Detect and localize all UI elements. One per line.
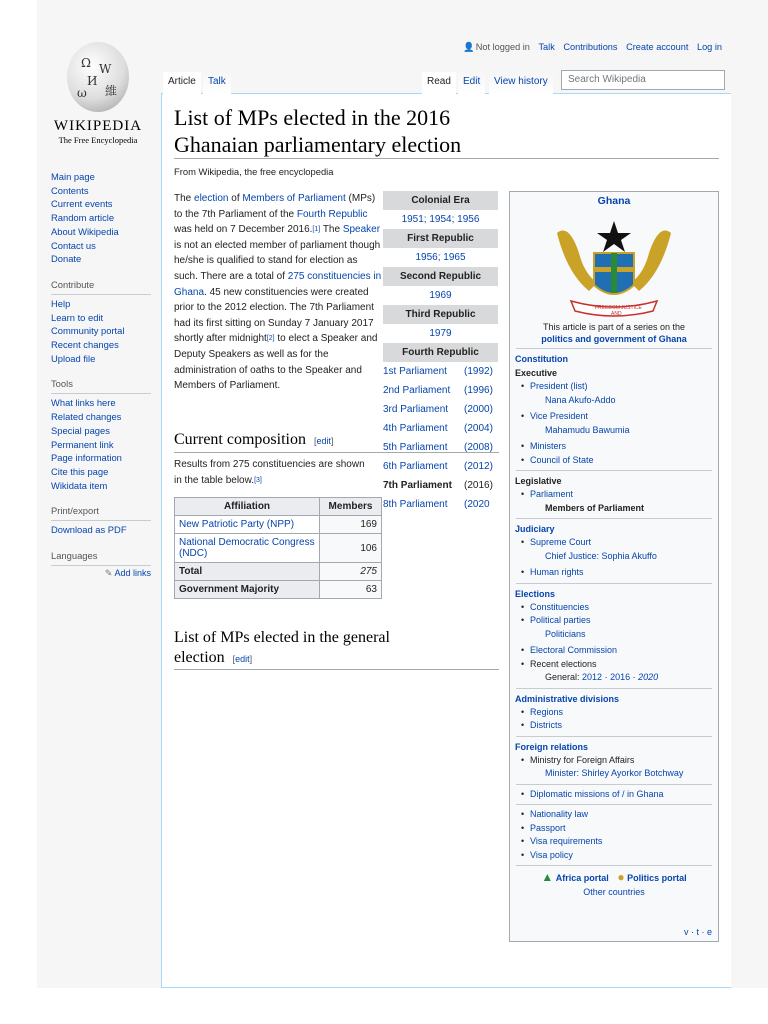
parliament-name: 8th Parliament: [383, 499, 448, 510]
parliament-year: (2016): [464, 480, 493, 491]
vp-name-link[interactable]: Mahamudu Bawumia: [545, 424, 630, 435]
parliament-row[interactable]: [383, 362, 498, 381]
parliament-year: (2012): [464, 461, 493, 472]
ref-2[interactable]: [2]: [266, 335, 275, 343]
npp-link[interactable]: New Patriotic Party (NPP): [175, 516, 320, 534]
visa-requirements-link[interactable]: • Visa requirements: [518, 835, 718, 849]
col-members: Members: [320, 498, 382, 516]
ndc-link[interactable]: National Democratic Congress (NDC): [175, 534, 320, 563]
judiciary-link[interactable]: Judiciary: [515, 524, 555, 534]
visa-policy-link[interactable]: • Visa policy: [518, 849, 718, 863]
era-heading: Third Republic: [383, 305, 498, 324]
parliament-name: 4th Parliament: [383, 423, 448, 434]
section-heading-composition: Current composition [edit]: [174, 431, 334, 448]
table-row: Government Majority 63: [175, 581, 382, 599]
president-link[interactable]: • President (list): [518, 380, 718, 394]
section-divider: [174, 669, 499, 670]
parliament-row[interactable]: [383, 495, 498, 514]
parliament-row[interactable]: [383, 438, 498, 457]
contributions-link[interactable]: Contributions: [563, 42, 618, 52]
sidebar-item[interactable]: Learn to edit: [51, 311, 104, 323]
svg-text:AND: AND: [611, 311, 622, 317]
sidebar-heading: Print/export: [51, 504, 151, 521]
edit-section-link[interactable]: edit: [316, 436, 332, 446]
sidebar-item[interactable]: Help: [51, 297, 71, 309]
era-years[interactable]: 1979: [429, 328, 452, 339]
table-row: Total 275: [175, 563, 382, 581]
politics-icon: ●: [617, 870, 625, 884]
parliament-link[interactable]: • Parliament: [518, 488, 718, 502]
sidebar-heading: Languages: [51, 549, 151, 566]
parliament-year: (1992): [464, 366, 493, 377]
sidebar-heading: Tools: [51, 377, 151, 394]
add-links-button[interactable]: [51, 568, 161, 579]
election-2016-link[interactable]: 2016: [610, 672, 631, 682]
mfa-item: • Ministry for Foreign Affairs: [518, 754, 718, 768]
svg-text:FREEDOM: FREEDOM: [595, 305, 620, 311]
login-link[interactable]: Log in: [696, 42, 722, 52]
title-divider: [174, 158, 719, 159]
tab-article[interactable]: Article: [163, 72, 201, 94]
parliament-row[interactable]: [383, 381, 498, 400]
parliament-year: (2000): [464, 404, 493, 415]
parliament-year: (2008): [464, 442, 493, 453]
passport-link[interactable]: • Passport: [518, 822, 718, 836]
tab-talk[interactable]: Talk: [203, 72, 231, 94]
pencil-icon: ✎: [104, 568, 115, 579]
politics-portal-link[interactable]: Politics portal: [627, 873, 687, 883]
parliament-year: (2020: [464, 499, 490, 510]
nationality-law-link[interactable]: • Nationality law: [518, 808, 718, 822]
era-heading: Second Republic: [383, 267, 498, 286]
series-caption: This article is part of a series on the politics and government of Ghana: [510, 321, 718, 345]
parliament-year: (2004): [464, 423, 493, 434]
sidebar-item[interactable]: Upload file: [51, 352, 96, 364]
africa-portal-link[interactable]: Africa portal: [555, 873, 609, 883]
election-2012-link[interactable]: 2012: [582, 672, 603, 682]
ghana-politics-sidebar: [509, 191, 719, 942]
council-link[interactable]: • Council of State: [518, 454, 718, 468]
recent-elections: • Recent elections: [518, 658, 718, 672]
speaker-link[interactable]: Speaker: [342, 224, 381, 236]
fourth-republic-link[interactable]: Fourth Republic: [296, 208, 368, 220]
sidebar-item[interactable]: Current events: [51, 198, 113, 210]
supreme-court-link[interactable]: • Supreme Court: [518, 536, 718, 550]
wikipedia-logo[interactable]: [48, 42, 148, 152]
constituencies-nav-link[interactable]: • Constituencies: [518, 601, 718, 615]
ref-1[interactable]: [1]: [312, 226, 321, 234]
mps-current: Members of Parliament: [545, 502, 645, 513]
admin-divisions-link[interactable]: Administrative divisions: [515, 693, 620, 704]
sidebar-item[interactable]: Cite this page: [51, 465, 109, 477]
sidebar-item[interactable]: Recent changes: [51, 339, 119, 351]
puzzle-globe-icon: Ω W И 維 ω: [67, 42, 129, 112]
sidebar: [51, 170, 161, 579]
not-logged-in: Not logged in: [475, 42, 530, 52]
edit-section-link[interactable]: edit: [235, 654, 250, 664]
personal-tools: [457, 42, 722, 53]
logo-wordmark: WIKIPEDIA: [53, 118, 143, 134]
parliament-year: (1996): [464, 385, 493, 396]
sidebar-item[interactable]: Download as PDF: [51, 524, 127, 536]
ec-link[interactable]: • Electoral Commission: [518, 644, 718, 658]
other-countries-link[interactable]: Other countries: [583, 887, 645, 897]
africa-map-icon: ▲: [541, 870, 554, 884]
elections-link[interactable]: Elections: [515, 588, 556, 599]
era-years[interactable]: 1956; 1965: [415, 252, 466, 263]
navbox-title[interactable]: Ghana: [597, 195, 631, 207]
sidebar-item[interactable]: Special pages: [51, 424, 110, 436]
parliament-name: 6th Parliament: [383, 461, 448, 472]
svg-text:JUSTICE: JUSTICE: [621, 305, 642, 311]
ministers-link[interactable]: • Ministers: [518, 440, 718, 454]
sidebar-item[interactable]: What links here: [51, 397, 116, 409]
parliament-row: [383, 476, 498, 495]
parliament-row[interactable]: [383, 457, 498, 476]
foreign-relations-link[interactable]: Foreign relations: [515, 741, 589, 752]
sidebar-item[interactable]: About Wikipedia: [51, 225, 119, 237]
sidebar-item[interactable]: Wikidata item: [51, 479, 108, 491]
search-input[interactable]: Search Wikipedia: [561, 70, 725, 90]
intro-paragraph: The election of Members of Parliament (MPs) to the 7th Parliament of the Fourth Republic was held on 7 December 2016.[1] The Speaker is not an elected member of parliament though he/she is qualified to stand for election as such. There are a total of 275 constituencies in Ghana. 45 new constituencies were created prior to the 2012 election. The 7th Parliament had its first sitting on Sunday 7 January 2017 shortly after midnight[2] to elect a Speaker and Deputy Speakers as well as for the administration of oaths to the Speaker and Members of Parliament.: [174, 193, 382, 392]
chief-justice-link[interactable]: Chief Justice: Sophia Akuffo: [545, 550, 657, 561]
election-2020-link[interactable]: 2020: [638, 672, 659, 682]
results-text: Results from 275 constituencies are shown in the table below.[3]: [174, 459, 365, 486]
parliament-name: 3rd Parliament: [383, 404, 449, 415]
add-links-label: Add links: [114, 568, 151, 579]
era-years[interactable]: 1951; 1954; 1956: [401, 214, 480, 225]
sidebar-item[interactable]: Permanent link: [51, 438, 114, 450]
parliament-era-box: [383, 191, 498, 514]
table-row: New Patriotic Party (NPP) 169: [175, 516, 382, 534]
sidebar-item[interactable]: Random article: [51, 212, 115, 224]
create-account-link[interactable]: Create account: [626, 42, 689, 52]
era-heading: Fourth Republic: [383, 343, 498, 362]
table-row: National Democratic Congress (NDC) 106: [175, 534, 382, 563]
parliament-row[interactable]: [383, 400, 498, 419]
sidebar-item[interactable]: Contents: [51, 184, 89, 196]
series-link[interactable]: politics and government of Ghana: [541, 334, 687, 344]
logo-tagline: The Free Encyclopedia: [58, 135, 138, 145]
executive-heading: Executive: [515, 368, 558, 378]
era-years[interactable]: 1969: [429, 290, 452, 301]
sidebar-item[interactable]: Community portal: [51, 325, 125, 337]
sidebar-item[interactable]: Related changes: [51, 411, 122, 423]
tab-view-history[interactable]: View history: [489, 72, 553, 94]
parties-link[interactable]: • Political parties: [518, 614, 718, 628]
sidebar-item[interactable]: Donate: [51, 253, 82, 265]
parliament-name: 2nd Parliament: [383, 385, 451, 396]
parliament-row[interactable]: [383, 419, 498, 438]
parliament-name: 7th Parliament: [383, 480, 452, 491]
user-icon: 👤: [463, 42, 475, 52]
election-link[interactable]: election: [194, 193, 229, 204]
districts-link[interactable]: • Districts: [518, 719, 718, 733]
constituencies-link[interactable]: 275 constituencies in Ghana: [174, 270, 382, 298]
parliament-name: 1st Parliament: [383, 366, 447, 377]
diplomatic-missions-link[interactable]: • Diplomatic missions of / in Ghana: [518, 788, 718, 802]
legislative-heading: Legislative: [515, 476, 562, 486]
era-heading: First Republic: [383, 229, 498, 248]
ref-3[interactable]: [3]: [254, 476, 262, 484]
coat-of-arms-icon: [549, 213, 679, 321]
constitution-link[interactable]: Constitution: [515, 354, 568, 364]
general-elections: General: 2012 · 2016 · 2020: [545, 672, 659, 682]
sidebar-item[interactable]: Main page: [51, 171, 95, 182]
vp-link[interactable]: • Vice President: [518, 410, 718, 424]
tab-read[interactable]: Read: [422, 72, 456, 94]
regions-link[interactable]: • Regions: [518, 706, 718, 720]
mps-link[interactable]: Members of Parliament: [242, 193, 346, 204]
minister-link[interactable]: Minister: Shirley Ayorkor Botchway: [545, 768, 684, 778]
section-heading-list: List of MPs elected in the general election [edit]: [174, 629, 390, 666]
president-name-link[interactable]: Nana Akufo-Addo: [545, 394, 616, 405]
col-affiliation: Affiliation: [175, 498, 320, 516]
parliament-name: 5th Parliament: [383, 442, 448, 453]
politicians-link[interactable]: Politicians: [545, 628, 586, 639]
page-title: List of MPs elected in the 2016 Ghanaian parliamentary election: [174, 105, 462, 157]
sidebar-heading: Contribute: [51, 278, 151, 295]
sidebar-item[interactable]: Page information: [51, 452, 122, 464]
vte-links[interactable]: v · t · e: [683, 927, 712, 937]
tab-edit[interactable]: Edit: [458, 72, 485, 94]
human-rights-link[interactable]: • Human rights: [518, 566, 718, 580]
sidebar-item[interactable]: Contact us: [51, 239, 96, 251]
personal-talk-link[interactable]: Talk: [538, 42, 555, 52]
era-heading: Colonial Era: [383, 191, 498, 210]
site-sub: From Wikipedia, the free encyclopedia: [174, 166, 334, 177]
composition-table: [174, 497, 382, 599]
